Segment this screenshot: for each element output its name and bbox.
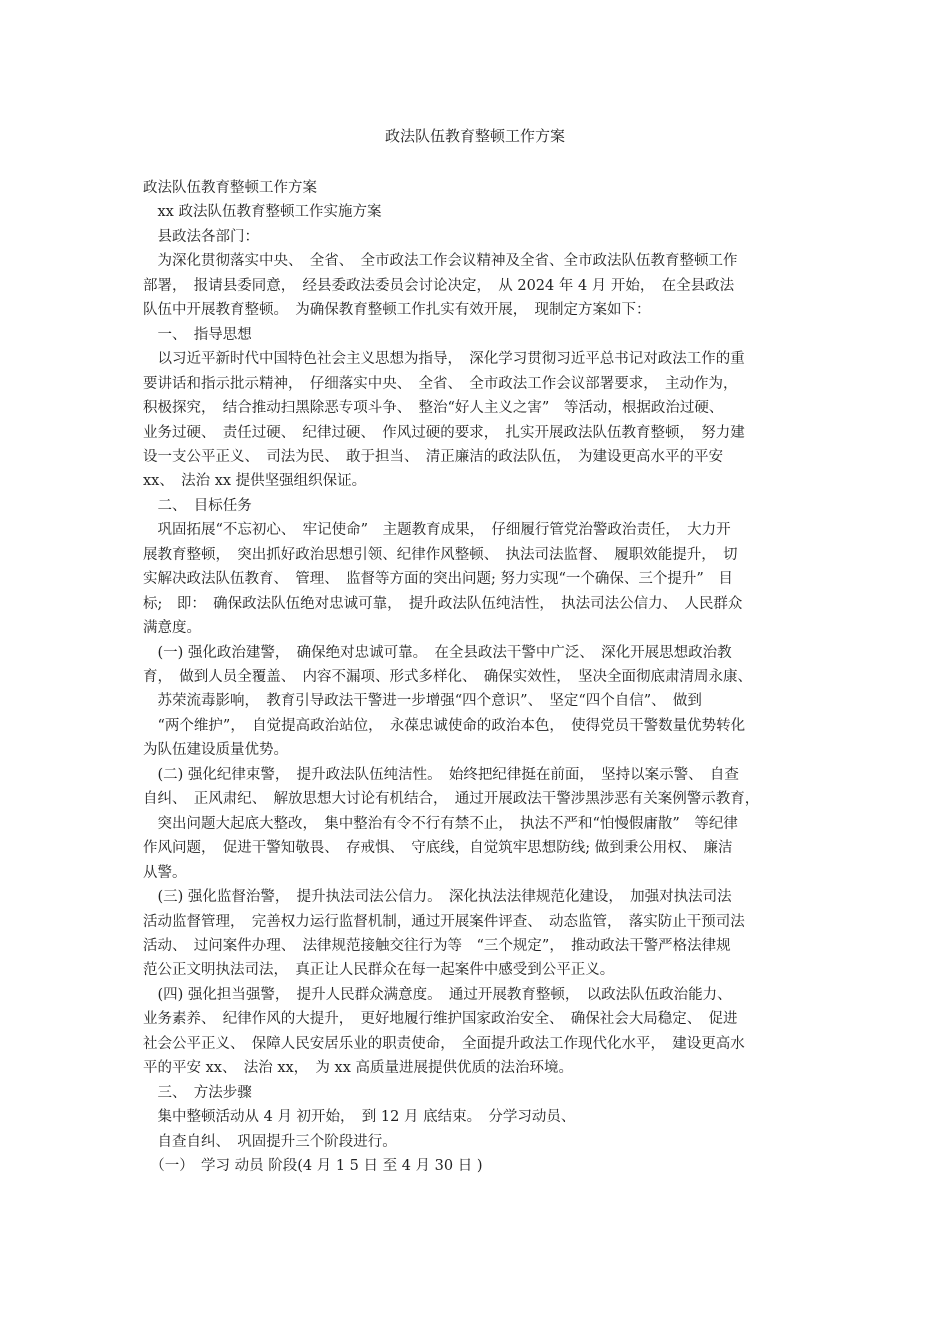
body-line: 展教育整顿， 突出抓好政治思想引领、纪律作风整顿、 执法司法监督、 履职效能提升， 切 — [143, 546, 738, 563]
body-line: 标; 即： 确保政法队伍绝对忠诚可靠， 提升政法队伍纯洁性， 执法司法公信力、 人民群众 — [143, 595, 743, 612]
body-line: 社会公平正义、 保障人民安居乐业的职责使命， 全面提升政法工作现代化水平， 建设更高水 — [143, 1035, 745, 1052]
body-line: 集中整顿活动从 4 月 初开始， 到 12 月 底结束。 分学习动员、 — [143, 1109, 576, 1126]
body-line: xx、 法治 xx 提供坚强组织保证。 — [143, 473, 367, 490]
body-line: 范公正文明执法司法， 真正让人民群众在每一起案件中感受到公平正义。 — [143, 962, 615, 979]
body-line: 自纠、 正风肃纪、 解放思想大讨论有机结合， 通过开展政法干警涉黑涉恶有关案例警示教育， — [143, 791, 760, 808]
body-line: 活动监督管理， 完善权力运行监督机制，通过开展案件评查、 动态监管， 落实防止干预司法 — [143, 913, 745, 930]
body-line: 政法队伍教育整顿工作方案 — [143, 180, 317, 196]
body-line: (一) 强化政治建警， 确保绝对忠诚可靠。 在全县政法干警中广泛、 深化开展思想政治教 — [143, 644, 732, 661]
body-line: 从警。 — [143, 864, 187, 881]
body-line: 要讲话和指示批示精神， 仔细落实中央、 全省、 全市政法工作会议部署要求， 主动作为， — [143, 375, 738, 392]
body-line: 二、 目标任务 — [143, 497, 252, 514]
body-line: 巩固拓展“不忘初心、 牢记使命” 主题教育成果， 仔细履行管党治警政治责任， 大力开 — [143, 522, 731, 539]
body-line: 苏荣流毒影响， 教育引导政法干警进一步增强“四个意识”、 坚定“四个自信”、 做到 — [143, 693, 702, 710]
body-line: 为深化贯彻落实中央、 全省、 全市政法工作会议精神及全省、全市政法队伍教育整顿工作 — [143, 253, 738, 270]
body-line: (二) 强化纪律束警， 提升政法队伍纯洁性。 始终把纪律挺在前面， 坚持以案示警、 自查 — [143, 766, 739, 783]
body-line: 为队伍建设质量优势。 — [143, 742, 288, 759]
body-line: xx 政法队伍教育整顿工作实施方案 — [143, 204, 382, 221]
body-line: 设一支公平正义、 司法为民、 敢于担当、 清正廉洁的政法队伍， 为建设更高水平的平安 — [143, 448, 723, 465]
body-line: 满意度。 — [143, 620, 201, 637]
body-line: 突出问题大起底大整改， 集中整治有令不行有禁不止， 执法不严和“怕慢假庸散” 等纪律 — [143, 815, 738, 832]
body-line: 三、 方法步骤 — [143, 1084, 252, 1101]
body-line: 自查自纠、 巩固提升三个阶段进行。 — [143, 1133, 397, 1150]
body-line: 育， 做到人员全覆盖、 内容不漏项、形式多样化、 确保实效性， 坚决全面彻底肃清周永康、 — [143, 669, 752, 685]
body-line: 部署， 报请县委同意， 经县委政法委员会讨论决定， 从 2024 年 4 月 开始， 在全县政法 — [143, 277, 735, 294]
body-line: (四) 强化担当强警， 提升人民群众满意度。 通过开展教育整顿， 以政法队伍政治能力、 — [143, 986, 732, 1003]
document-title: 政法队伍教育整顿工作方案 — [384, 127, 565, 145]
body-line: “两个维护”， 自觉提高政治站位， 永葆忠诚使命的政治本色， 使得党员干警数量优势转化 — [143, 717, 746, 734]
body-line: 业务素养、 纪律作风的大提升， 更好地履行维护国家政治安全、 确保社会大局稳定、 促进 — [143, 1011, 738, 1028]
body-line: （一） 学习 动员 阶段(4 月 1 5 日 至 4 月 30 日 ) — [143, 1158, 483, 1174]
body-line: 一、 指导思想 — [143, 326, 252, 343]
body-line: (三) 强化监督治警， 提升执法司法公信力。 深化执法法律规范化建设， 加强对执法司法 — [143, 889, 732, 905]
body-line: 以习近平新时代中国特色社会主义思想为指导， 深化学习贯彻习近平总书记对政法工作的重 — [143, 351, 745, 368]
body-line: 县政法各部门： — [143, 228, 259, 245]
body-line: 实解决政法队伍教育、 管理、 监督等方面的突出问题; 努力实现“一个确保、三个提升” 目 — [143, 571, 733, 588]
body-line: 活动、 过问案件办理、 法律规范接触交往行为等 “三个规定”， 推动政法干警严格法律规 — [143, 937, 731, 954]
body-line: 积极探究， 结合推动扫黑除恶专项斗争、 整治“好人主义之害” 等活动，根据政治过硬、 — [143, 400, 724, 416]
body-line: 业务过硬、 责任过硬、 纪律过硬、 作风过硬的要求， 扎实开展政法队伍教育整顿， 努力建 — [143, 424, 745, 441]
body-line: 平的平安 xx、 法治 xx， 为 xx 高质量进展提供优质的法治环境。 — [143, 1060, 573, 1077]
body-line: 队伍中开展教育整顿。 为确保教育整顿工作扎实有效开展， 现制定方案如下： — [143, 302, 651, 319]
body-line: 作风问题， 促进干警知敬畏、 存戒惧、 守底线，自觉筑牢思想防线; 做到秉公用权、 廉洁 — [143, 840, 733, 857]
